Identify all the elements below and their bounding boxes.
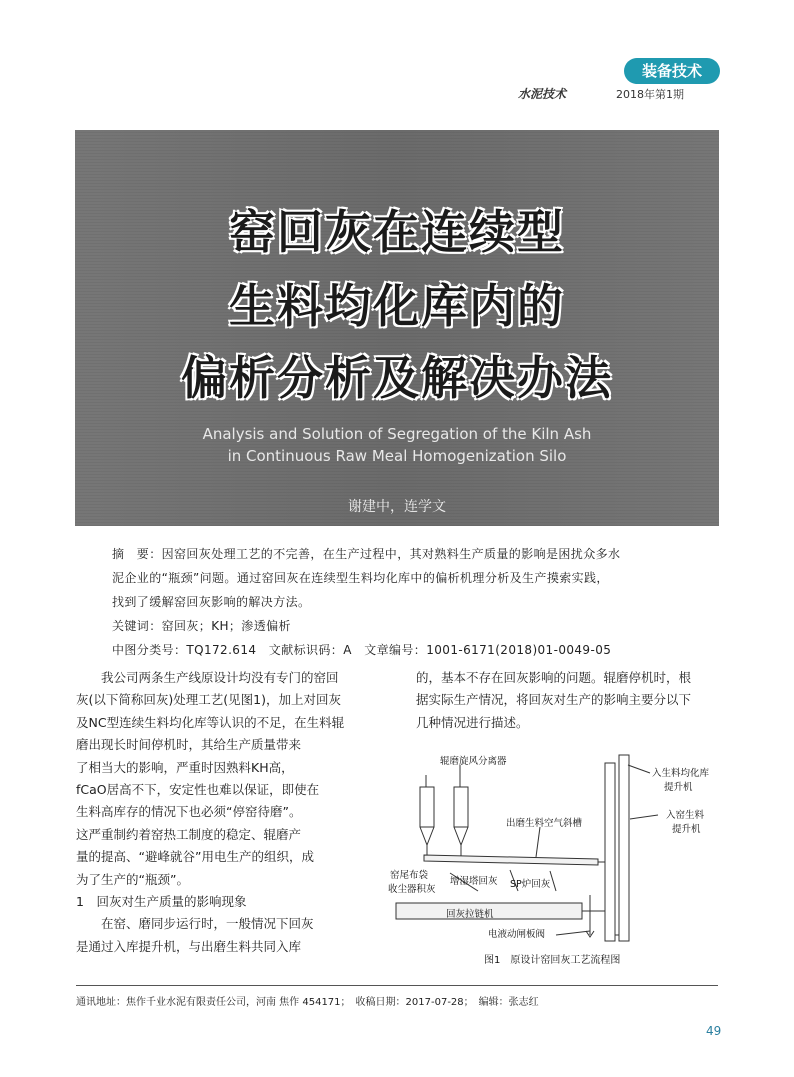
kiln-elevator bbox=[619, 755, 629, 941]
journal-name: 水泥技术 bbox=[518, 87, 567, 101]
label-gate: 电液动闸板阀 bbox=[488, 929, 546, 940]
figure-caption: 图1 原设计窑回灰工艺流程图 bbox=[484, 955, 621, 966]
footer-note: 通讯地址：焦作千业水泥有限责任公司，河南 焦作 454171； 收稿日期：2017-07-28； 编辑：张志红 bbox=[76, 997, 539, 1008]
body-line: fCaO居高不下，安定性也难以保证，即使在 bbox=[76, 782, 320, 798]
body-line: 了相当大的影响，严重时因熟料KH高， bbox=[76, 759, 294, 775]
right-column bbox=[416, 667, 691, 734]
issue-label: 2018年第1期 bbox=[616, 88, 684, 101]
cyclone-body bbox=[454, 787, 468, 827]
label-chute: 出磨生料空气斜槽 bbox=[506, 818, 583, 829]
body-line: 及NC型连续生料均化库等认识的不足，在生料辊 bbox=[76, 714, 345, 730]
body-line: 量的提高、“避峰就谷”用电生产的组织，成 bbox=[76, 849, 314, 865]
cyclone-body bbox=[420, 787, 434, 827]
left-column bbox=[76, 667, 344, 958]
english-title-line-2: in Continuous Raw Meal Homogenization Silo bbox=[227, 447, 567, 465]
body-line: 为了生产的“瓶颈”。 bbox=[76, 871, 189, 887]
abstract-line-3: 找到了缓解窑回灰影响的解决方法。 bbox=[112, 595, 311, 609]
cyclone-cone bbox=[420, 827, 434, 845]
label-silo-elevator-b: 提升机 bbox=[664, 782, 693, 793]
title-line-1: 窑回灰在连续型 bbox=[229, 205, 565, 259]
cyclone-cone bbox=[454, 827, 468, 845]
page-number: 49 bbox=[706, 1024, 722, 1038]
body-line: 这严重制约着窑热工制度的稳定、辊磨产 bbox=[76, 826, 302, 842]
english-title-line-1: Analysis and Solution of Segregation of the Kiln Ash bbox=[202, 425, 592, 443]
title-line-2: 生料均化库内的 bbox=[229, 279, 565, 333]
classification: 中图分类号：TQ172.614 文献标识码：A 文章编号：1001-6171(2018)01-0049-05 bbox=[112, 643, 612, 657]
label-bag-b: 收尘器积灰 bbox=[388, 884, 436, 895]
figure-1 bbox=[360, 745, 720, 975]
body-line: 磨出现长时间停机时，其给生产质量带来 bbox=[76, 737, 302, 753]
label-kiln-elevator-a: 入窑生料 bbox=[666, 810, 705, 821]
keywords: 关键词：窑回灰；KH；渗透偏析 bbox=[112, 619, 291, 633]
label-tower-ash: 增湿塔回灰 bbox=[450, 876, 498, 887]
body-line: 在窑、磨同步运行时，一般情况下回灰 bbox=[76, 916, 314, 932]
label-bag-a: 窑尾布袋 bbox=[390, 870, 429, 881]
abstract-line-1: 摘 要：因窑回灰处理工艺的不完善，在生产过程中，其对熟料生产质量的影响是困扰众多水 bbox=[112, 547, 621, 561]
footer-rule bbox=[76, 985, 718, 986]
body-line: 的，基本不存在回灰影响的问题。辊磨停机时，根 bbox=[416, 670, 692, 685]
body-line: 我公司两条生产线原设计均没有专门的窑回 bbox=[76, 670, 339, 685]
label-chain: 回灰拉链机 bbox=[446, 909, 494, 920]
section-tag: 装备技术 bbox=[624, 58, 720, 84]
silo-elevator bbox=[605, 763, 615, 941]
label-separator: 辊磨旋风分离器 bbox=[440, 756, 507, 767]
label-sp-ash: SP炉回灰 bbox=[510, 879, 551, 890]
authors: 谢建中，连学文 bbox=[348, 499, 446, 515]
title-banner bbox=[75, 130, 719, 526]
air-chute bbox=[424, 855, 598, 865]
body-line: 是通过入库提升机，与出磨生料共同入库 bbox=[76, 938, 302, 954]
body-line: 灰(以下简称回灰)处理工艺(见图1)，加上对回灰 bbox=[76, 692, 341, 708]
title-line-3: 偏析分析及解决办法 bbox=[181, 351, 613, 405]
body-line: 生料高库存的情况下也必须“停窑待磨”。 bbox=[76, 804, 302, 820]
label-silo-elevator-a: 入生料均化库 bbox=[652, 768, 710, 779]
abstract-line-2: 泥企业的“瓶颈”问题。通过窑回灰在连续型生料均化库中的偏析机理分析及生产摸索实践， bbox=[112, 571, 609, 585]
body-line: 据实际生产情况，将回灰对生产的影响主要分以下 bbox=[416, 692, 692, 708]
section-heading: 1 回灰对生产质量的影响现象 bbox=[76, 894, 247, 910]
body-line: 几种情况进行描述。 bbox=[416, 714, 529, 730]
label-kiln-elevator-b: 提升机 bbox=[672, 824, 701, 835]
